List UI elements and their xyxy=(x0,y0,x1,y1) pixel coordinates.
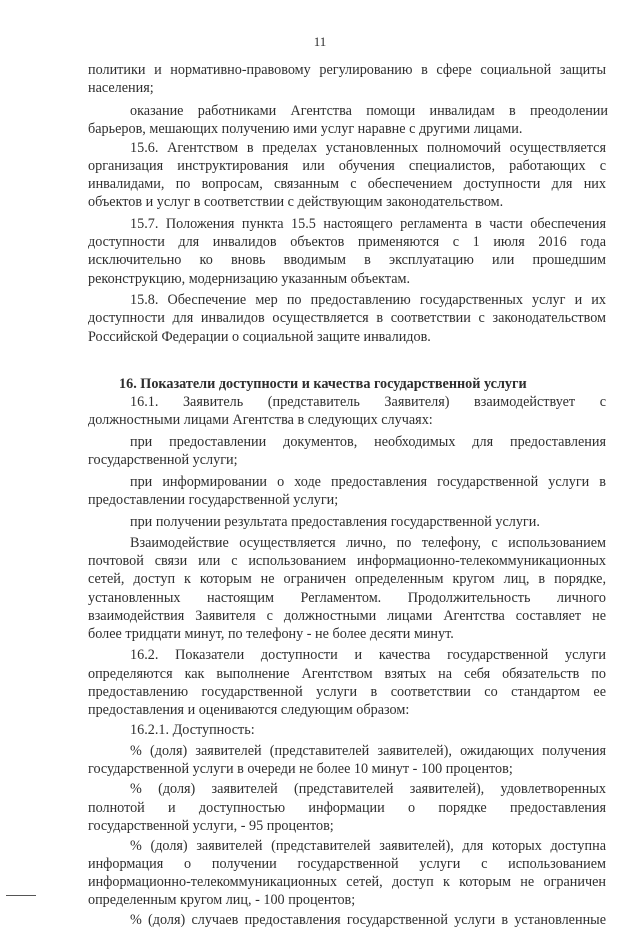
text-line: определенным кругом лиц, - 100 процентов; xyxy=(88,892,356,908)
text-line: барьеров, мешающих получению ими услуг наравне с другими лицами. xyxy=(88,121,523,137)
text-line: % (доля) случаев предоставления государственной услуги в установленные xyxy=(130,912,606,928)
text-line: политики и нормативно-правовому регулированию в сфере социальной защиты xyxy=(88,62,606,78)
text-line: предоставлении государственной услуги; xyxy=(88,492,339,508)
text-line: Российской Федерации о социальной защите инвалидов. xyxy=(88,329,431,345)
text-line: более тридцати минут, по телефону - не более десяти минут. xyxy=(88,626,454,642)
text-line: 15.6. Агентством в пределах установленных полномочий осуществляется xyxy=(130,140,606,156)
text-line: % (доля) заявителей (представителей заявителей), ожидающих получения xyxy=(130,743,606,759)
page-number: 11 xyxy=(313,34,327,49)
text-line: % (доля) заявителей (представителей заявителей), удовлетворенных xyxy=(130,781,606,797)
text-line: 16.2. Показатели доступности и качества государственной услуги xyxy=(130,647,606,663)
text-line: оказание работниками Агентства помощи инвалидам в преодолении xyxy=(130,103,608,119)
text-line: доступности для инвалидов объектов применяются с 1 июля 2016 года xyxy=(88,234,606,250)
text-line: объектов и услуг в соответствии с действующим законодательством. xyxy=(88,194,504,210)
text-line: 16.1. Заявитель (представитель Заявителя) взаимодействует с xyxy=(130,394,606,410)
margin-rule xyxy=(6,895,36,896)
text-line: информация о получении государственной услуги с использованием xyxy=(88,856,606,872)
text-line: сетей, доступ к которым не ограничен определенным кругом лиц, в порядке, xyxy=(88,571,606,587)
text-line: 16.2.1. Доступность: xyxy=(130,722,255,738)
text-line: 15.8. Обеспечение мер по предоставлению государственных услуг и их xyxy=(130,292,606,308)
text-line: взаимодействия Заявителя с должностными лицами Агентства составляет не xyxy=(88,608,606,624)
text-line: государственной услуги, - 95 процентов; xyxy=(88,818,334,834)
text-line: 15.7. Положения пункта 15.5 настоящего регламента в части обеспечения xyxy=(130,216,606,232)
text-line: исключительно ко вновь вводимым в эксплуатацию или прошедшим xyxy=(88,252,606,268)
text-line: полнотой и доступностью информации о порядке предоставления xyxy=(88,800,606,816)
text-line: % (доля) заявителей (представителей заявителей), для которых доступна xyxy=(130,838,606,854)
text-line: государственной услуги в очереди не более 10 минут - 100 процентов; xyxy=(88,761,513,777)
text-line: информационно-телекоммуникационных сетей, доступ к которым не ограничен xyxy=(88,874,606,890)
text-line: доступности для инвалидов осуществляется в соответствии с законодательством xyxy=(88,310,606,326)
section-heading: 16. Показатели доступности и качества государственной услуги xyxy=(119,376,527,392)
text-line: инвалидами, по вопросам, связанным с обеспечением доступности для них xyxy=(88,176,606,192)
text-line: установленных настоящим Регламентом. Продолжительность личного xyxy=(88,590,606,606)
text-line: населения; xyxy=(88,80,154,96)
text-line: почтовой связи или с использованием информационно-телекоммуникационных xyxy=(88,553,606,569)
text-line: при предоставлении документов, необходимых для предоставления xyxy=(130,434,606,450)
text-line: при информировании о ходе предоставления государственной услуги в xyxy=(130,474,606,490)
text-line: Взаимодействие осуществляется лично, по телефону, с использованием xyxy=(130,535,606,551)
text-line: определяются как выполнение Агентством взятых на себя обязательств по xyxy=(88,666,606,682)
text-line: реконструкцию, модернизацию указанным объектам. xyxy=(88,271,411,287)
text-line: предоставлению государственной услуги в соответствии со стандартом ее xyxy=(88,684,606,700)
text-line: при получении результата предоставления государственной услуги. xyxy=(130,514,540,530)
text-line: должностными лицами Агентства в следующих случаях: xyxy=(88,412,433,428)
text-line: предоставления и оцениваются следующим образом: xyxy=(88,702,410,718)
text-line: организация инструктирования или обучения специалистов, работающих с xyxy=(88,158,606,174)
text-line: государственной услуги; xyxy=(88,452,238,468)
